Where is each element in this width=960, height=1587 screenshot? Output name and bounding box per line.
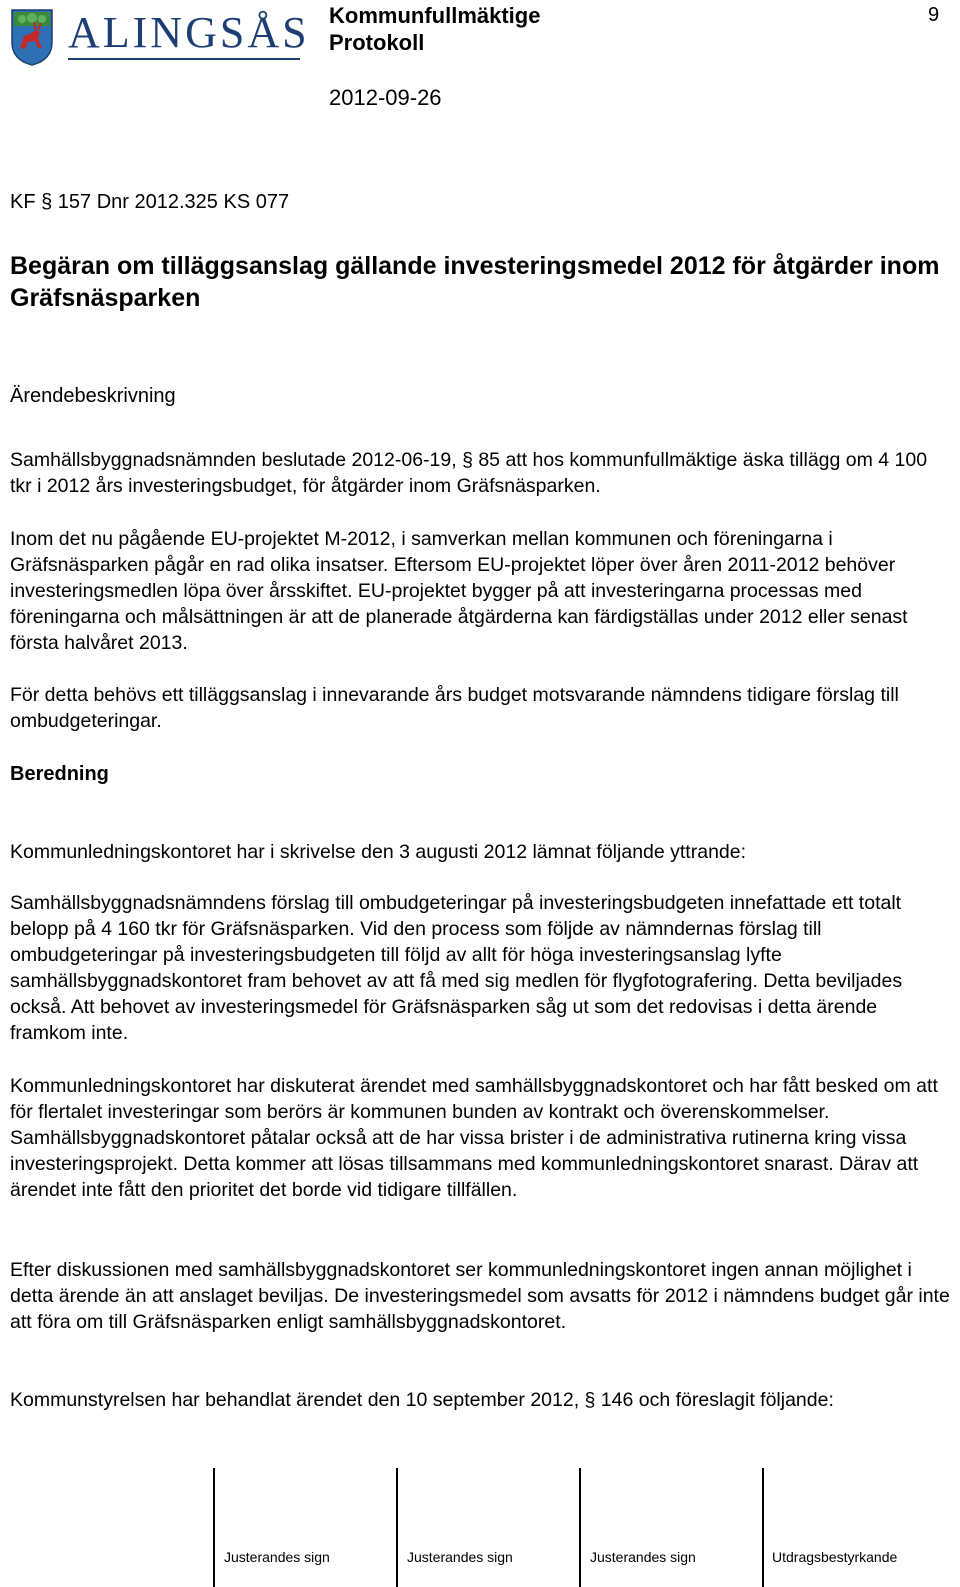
description-paragraph: För detta behövs ett tilläggsanslag i innevarande års budget motsvarande nämndens tidigare förslag till ombudgeteringar. xyxy=(10,684,899,732)
description-paragraph: Inom det nu pågående EU-projektet M-2012, i samverkan mellan kommunen och föreningarna i Gräfsnäsparken pågår en rad olika insatser. Eftersom EU-projektet löper över åren 2011-2012 behöver investeringsmedlen löpa över årsskiftet. EU-projektet bygger på att investeringarna processas med föreningarna och målsättningen är att de planerade åtgärderna kan färdigställas under 2012 eller senast första halvåret 2013. xyxy=(10,528,908,654)
page-number: 9 xyxy=(928,4,940,26)
signature-label: Utdragsbestyrkande xyxy=(772,1549,898,1565)
signature-divider xyxy=(579,1468,581,1587)
case-reference: KF § 157 Dnr 2012.325 KS 077 xyxy=(10,191,290,213)
header-date: 2012-09-26 xyxy=(329,85,442,110)
header-subtitle: Protokoll xyxy=(329,30,425,55)
signature-divider xyxy=(213,1468,215,1587)
logo-wordmark: ALINGSÅS xyxy=(68,8,310,57)
preparation-paragraph: Kommunledningskontoret har diskuterat ärendet med samhällsbyggnadskontoret och har fått besked om att för flertalet investeringar som berörs är kommunen bunden av kontrakt och överenskommelser. Samhällsbyggnadskontoret påtalar också att de har vissa brister i de administrativa rutinerna kring vissa investeringsprojekt. Detta kommer att lösas tillsammans med kommunledningskontoret snarast. Därav att ärendet inte fått den prioritet det borde vid tidigare tillfällen. xyxy=(10,1075,938,1201)
preparation-paragraph: Samhällsbyggnadsnämndens förslag till ombudgeteringar på investeringsbudgeten innefattade ett totalt belopp på 4 160 tkr för Gräfsnäsparken. Vid den process som följde av nämndernas förslag till ombudgeteringar på investeringsbudgeten till följd av allt för höga investeringsanslag lyfte samhällsbyggnadskontoret fram behovet av att få med sig medlen för flygfotografering. Detta beviljades också. Att behovet av investeringsmedel för Gräfsnäsparken såg ut som det redovisas i detta ärende framkom inte. xyxy=(10,892,903,1044)
preparation-paragraph: Kommunledningskontoret har i skrivelse den 3 augusti 2012 lämnat följande yttrande: xyxy=(10,841,747,863)
signature-label: Justerandes sign xyxy=(224,1549,330,1565)
signature-label: Justerandes sign xyxy=(407,1549,513,1565)
municipality-logo xyxy=(10,6,310,68)
description-paragraph: Samhällsbyggnadsnämnden beslutade 2012-06-19, § 85 att hos kommunfullmäktige äska tillägg om 4 100 tkr i 2012 års investeringsbudget, för åtgärder inom Gräfsnäsparken. xyxy=(10,449,928,497)
case-title: Begäran om tilläggsanslag gällande investeringsmedel 2012 för åtgärder inom Gräfsnäsparken xyxy=(10,252,940,312)
preparation-paragraph: Kommunstyrelsen har behandlat ärendet den 10 september 2012, § 146 och föreslagit följande: xyxy=(10,1389,834,1411)
description-heading: Ärendebeskrivning xyxy=(10,385,176,407)
preparation-heading: Beredning xyxy=(10,763,109,785)
logo-underline xyxy=(68,58,300,60)
coat-of-arms-icon xyxy=(10,8,54,66)
signature-divider xyxy=(762,1468,764,1587)
signature-divider xyxy=(396,1468,398,1587)
preparation-paragraph: Efter diskussionen med samhällsbyggnadskontoret ser kommunledningskontoret ingen annan möjlighet i detta ärende än att anslaget beviljas. De investeringsmedel som avsatts för 2012 i nämndens budget går inte att föra om till Gräfsnäsparken enligt samhällsbyggnadskontoret. xyxy=(10,1259,950,1333)
header-title: Kommunfullmäktige xyxy=(329,3,541,28)
signature-label: Justerandes sign xyxy=(590,1549,696,1565)
